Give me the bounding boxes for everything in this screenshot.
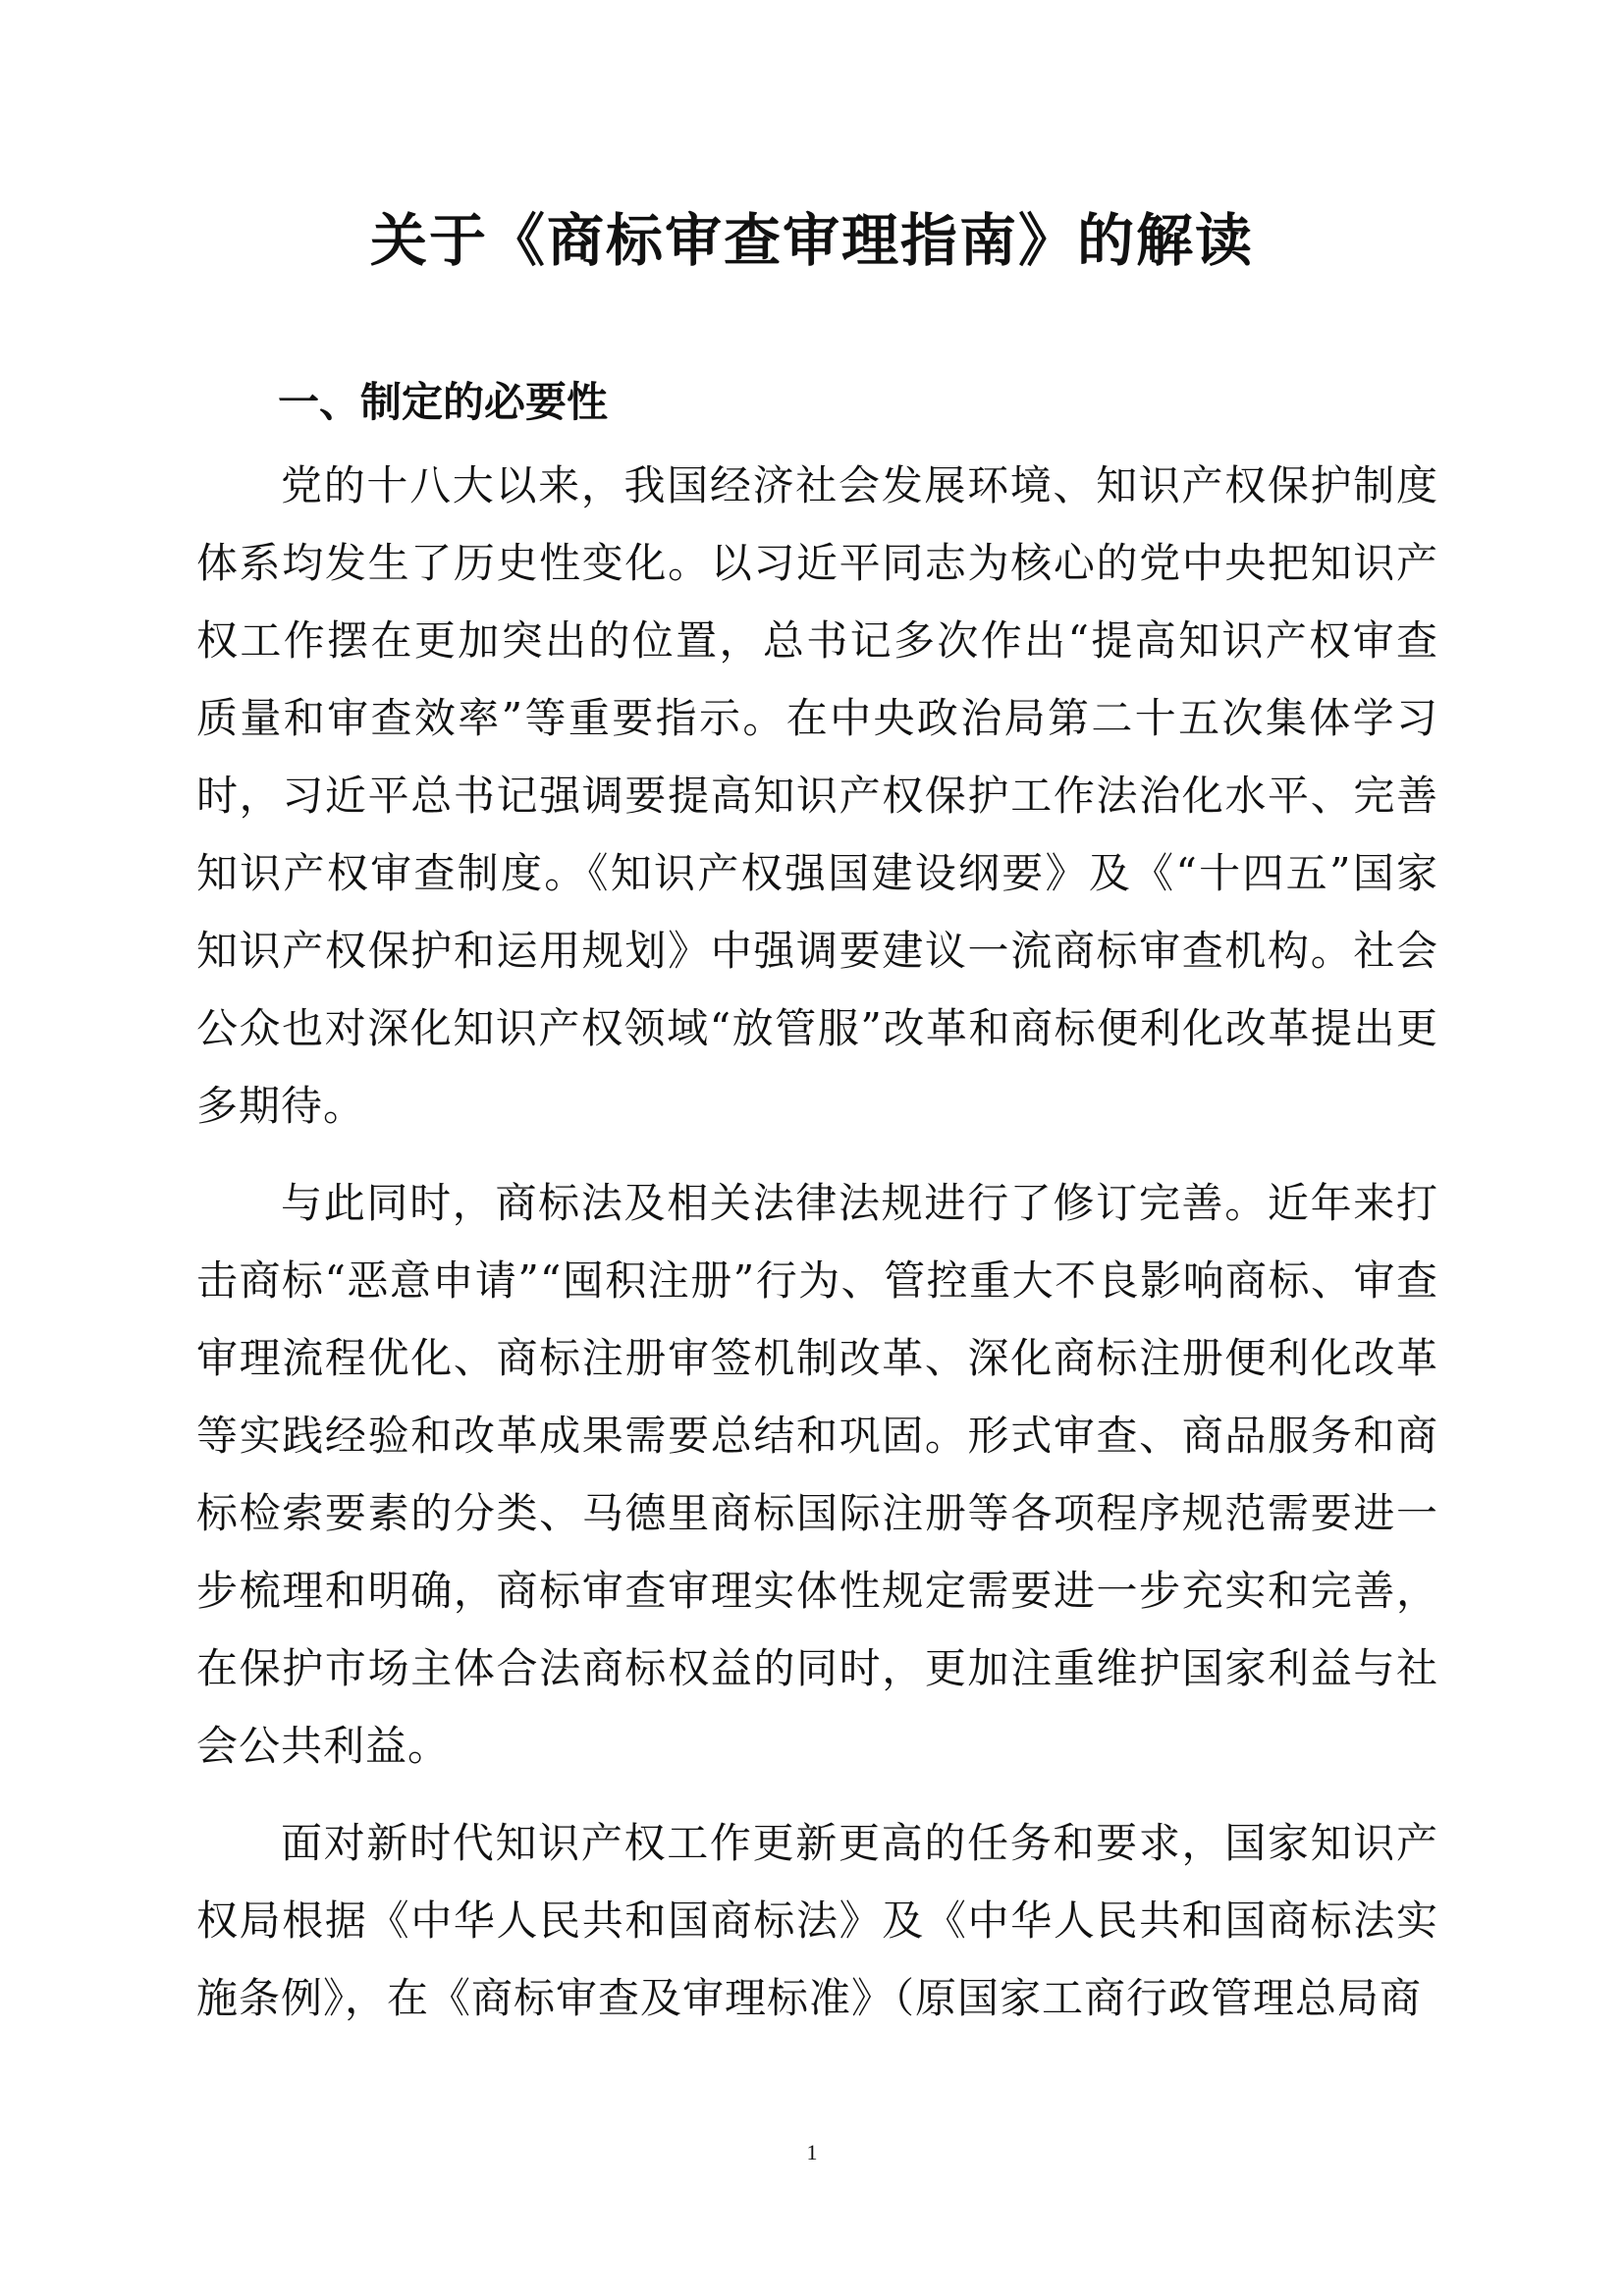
document-body — [196, 447, 1438, 2056]
paragraph: 与此同时，商标法及相关法律法规进行了修订完善。近年来打击商标“恶意申请”“囤积注册”行为、管控重大不良影响商标、审查审理流程优化、商标注册审签机制改革、深化商标注册便利化改革等实践经验和改革成果需要总结和巩固。形式审查、商品服务和商标检索要素的分类、马德里商标国际注册等各项程序规范需要进一步梳理和明确，商标审查审理实体性规定需要进一步充实和完善，在保护市场主体合法商标权益的同时，更加注重维护国家利益与社会公共利益。 — [196, 1179, 1438, 1770]
section-heading: 一、制定的必要性 — [278, 378, 609, 426]
paragraph: 面对新时代知识产权工作更新更高的任务和要求，国家知识产权局根据《中华人民共和国商标法》及《中华人民共和国商标法实施条例》，在《商标审查及审理标准》（原国家工商行政管理总局商 — [196, 1819, 1438, 2022]
page-number: 1 — [806, 2140, 818, 2164]
paragraph: 党的十八大以来，我国经济社会发展环境、知识产权保护制度体系均发生了历史性变化。以习近平同志为核心的党中央把知识产权工作摆在更加突出的位置，总书记多次作出“提高知识产权审查质量和审查效率”等重要指示。在中央政治局第二十五次集体学习时，习近平总书记强调要提高知识产权保护工作法治化水平、完善知识产权审查制度。《知识产权强国建设纲要》及《“十四五”国家知识产权保护和运用规划》中强调要建议一流商标审查机构。社会公众也对深化知识产权领域“放管服”改革和商标便利化改革提出更多期待。 — [196, 461, 1438, 1130]
document-title: 关于《商标审查审理指南》的解读 — [369, 207, 1254, 274]
